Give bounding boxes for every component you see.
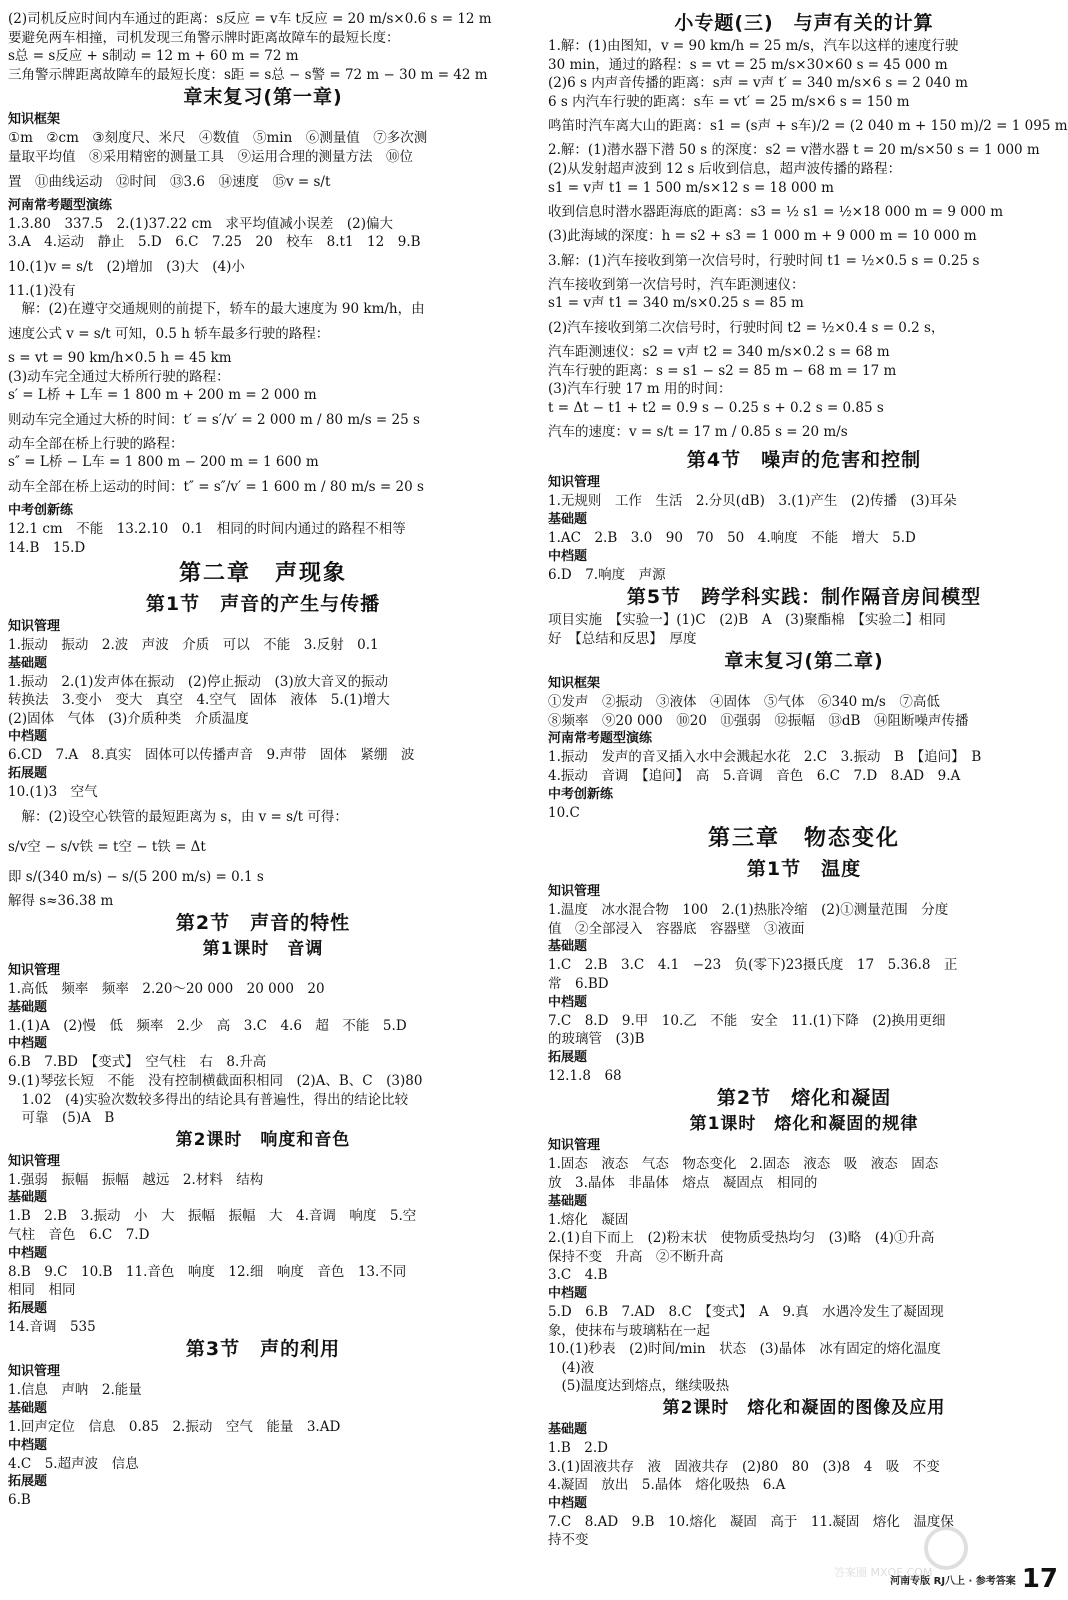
answer-line: 1.温度 冰水混合物 100 2.(1)热胀冷缩 (2)①测量范围 分度 [548, 902, 949, 919]
answer-line: 解：(2)设空心铁管的最短距离为 s，由 v = s/t 可得： [8, 808, 348, 825]
answer-line: 象，使抹布与玻璃粘在一起 [548, 1322, 710, 1339]
page-footer [890, 1566, 1058, 1592]
section-label: 知识管理 [8, 1364, 61, 1380]
answer-line: 4.振动 音调 【追问】 高 5.音调 音色 6.C 7.D 8.AD 9.A [548, 768, 961, 785]
answer-line: 值 ②全部浸入 容器底 容器壁 ③液面 [548, 920, 805, 937]
answer-line: 7.C 8.AD 9.B 10.熔化 凝固 高于 11.凝固 熔化 温度保 [548, 1513, 954, 1530]
answer-line: 相同 相同 [8, 1282, 76, 1299]
answer-line: 1.AC 2.B 3.0 90 70 50 4.响度 不能 增大 5.D [548, 529, 916, 546]
section-title: 第3节 声的利用 [185, 1338, 341, 1361]
section-label: 基础题 [548, 939, 588, 955]
answer-line: 三角警示牌距离故障车的最短长度：s距 = s总 − s警 = 72 m − 30 m = 42 m [8, 66, 488, 83]
answer-line: 汽车接收到第一次信号时，汽车距测速仪： [548, 276, 805, 293]
answer-line: 1.02 (4)实验次数较多得出的结论具有普遍性，得出的结论比较 [8, 1091, 409, 1108]
answer-line: s总 = s反应 + s制动 = 12 m + 60 m = 72 m [8, 48, 299, 65]
answer-line: 转换法 3.变小 变大 真空 4.空气 固体 液体 5.(1)增大 [8, 692, 390, 709]
answer-line: 项目实施 【实验一】(1)C (2)B A (3)聚酯棉 【实验二】相同 [548, 612, 946, 629]
section-title: 章末复习(第二章) [724, 650, 884, 673]
section-label: 拓展题 [8, 1300, 48, 1316]
page-number: 17 [1021, 1564, 1058, 1594]
answer-line: 3.(1)固液共存 液 固液共存 (2)80 80 (3)8 4 吸 不变 [548, 1458, 940, 1475]
section-label: 知识管理 [8, 1153, 61, 1169]
answer-line: 1.熔化 凝固 [548, 1211, 629, 1228]
section-label: 中考创新练 [548, 786, 614, 802]
answer-line: (2)6 s 内声音传播的距离：s声 = v声 t′ = 340 m/s×6 s = 2 040 m [548, 75, 968, 92]
answer-line: 5.D 6.B 7.AD 8.C 【变式】 A 9.真 水遇冷发生了凝固现 [548, 1303, 944, 1320]
section-label: 中档题 [548, 1285, 588, 1301]
answer-line: 14.音调 535 [8, 1318, 96, 1335]
answer-line: 1.B 2.D [548, 1439, 609, 1456]
answer-line: 10.(1)v = s/t (2)增加 (3)大 (4)小 [8, 258, 245, 275]
answer-line: 可靠 (5)A B [8, 1110, 115, 1127]
answer-line: 9.(1)琴弦长短 不能 没有控制横截面积相同 (2)A、B、C (3)80 [8, 1073, 423, 1090]
section-label: 知识框架 [548, 676, 601, 692]
watermark-text: 答案圈 MXQE.COM [834, 1566, 933, 1579]
answer-line: 1.振动 发声的音叉插入水中会溅起水花 2.C 3.振动 B 【追问】 B [548, 749, 982, 766]
section-label: 基础题 [8, 1400, 48, 1416]
answer-line: 汽车的速度：v = s/t = 17 m / 0.85 s = 20 m/s [548, 424, 848, 441]
answer-line: 1.高低 频率 频率 2.20～20 000 20 000 20 [8, 981, 325, 998]
answer-line: 6 s 内汽车行驶的距离：s车 = vt′ = 25 m/s×6 s = 150 m [548, 93, 910, 110]
answer-line: 10.(1)3 空气 [8, 784, 98, 801]
answer-line: 6.B [8, 1492, 31, 1509]
section-label: 基础题 [548, 1421, 588, 1437]
right-column [548, 10, 1068, 1550]
section-label: 基础题 [8, 655, 48, 671]
section-label: 河南常考题型演练 [548, 731, 653, 747]
section-title: 小专题(三) 与声有关的计算 [674, 12, 934, 34]
section-title: 章末复习(第一章) [183, 86, 343, 109]
answer-line: s1 = v声 t1 = 340 m/s×0.25 s = 85 m [548, 295, 804, 312]
answer-line: 14.B 15.D [8, 539, 86, 556]
lesson-title: 第2课时 熔化和凝固的图像及应用 [662, 1397, 946, 1418]
answer-line: t = Δt − t1 + t2 = 0.9 s − 0.25 s + 0.2 s = 0.85 s [548, 399, 884, 416]
answer-line: 6.B 7.BD 【变式】 空气柱 右 8.升高 [8, 1054, 267, 1071]
answer-line: 12.1.8 68 [548, 1067, 622, 1084]
section-label: 知识管理 [8, 619, 61, 635]
section-label: 拓展题 [8, 1474, 48, 1490]
answer-line: 6.D 7.响度 声源 [548, 566, 666, 583]
section-label: 中档题 [8, 729, 48, 745]
answer-line: (2)从发射超声波到 12 s 后收到信息，超声波传播的路程： [548, 160, 902, 177]
answer-line: 量取平均值 ⑧采用精密的测量工具 ⑨运用合理的测量方法 ⑩位 [8, 148, 413, 165]
footer-text: 河南专版 RJ八上 · 参考答案 [890, 1576, 1016, 1588]
answer-line: (4)液 [548, 1359, 595, 1376]
answer-line: 11.(1)没有 [8, 282, 76, 299]
answer-line: 气柱 音色 6.C 7.D [8, 1227, 150, 1243]
section-label: 拓展题 [8, 766, 48, 782]
answer-line: ⑧频率 ⑨20 000 ⑩20 ⑪强弱 ⑫振幅 ⑬dB ⑭阻断噪声传播 [548, 712, 969, 729]
section-title: 第4节 噪声的危害和控制 [686, 449, 922, 472]
section-label: 知识管理 [8, 963, 61, 979]
section-label: 中档题 [548, 994, 588, 1010]
section-label: 知识管理 [548, 884, 601, 900]
answer-line: 3.解：(1)汽车接收到第一次信号时，行驶时间 t1 = ½×0.5 s = 0.25 s [548, 252, 980, 269]
answer-line: (3)动车完全通过大桥所行驶的路程： [8, 368, 230, 385]
answer-line: 常 6.BD [548, 976, 609, 993]
section-label: 基础题 [8, 1190, 48, 1206]
section-label: 知识管理 [548, 475, 601, 491]
answer-line: ①发声 ②振动 ③液体 ④固体 ⑤气体 ⑥340 m/s ⑦高低 [548, 694, 940, 711]
section-label: 中档题 [8, 1036, 48, 1052]
answer-line: (2)固体 气体 (3)介质种类 介质温度 [8, 710, 249, 727]
lesson-title: 第1课时 熔化和凝固的规律 [689, 1114, 919, 1135]
chapter-title: 第二章 声现象 [178, 561, 347, 587]
answer-line: 7.C 8.D 9.甲 10.乙 不能 安全 11.(1)下降 (2)换用更细 [548, 1012, 946, 1029]
answer-line: 2.(1)自下而上 (2)粉末状 使物质受热均匀 (3)略 (4)①升高 [548, 1230, 935, 1247]
answer-line: 则动车完全通过大桥的时间：t′ = s′/v′ = 2 000 m / 80 m/s = 25 s [8, 411, 420, 428]
lesson-title: 第1课时 音调 [202, 939, 324, 960]
answer-line: (3)汽车行驶 17 m 用的时间： [548, 381, 732, 398]
answer-line: 1.强弱 振幅 振幅 越远 2.材料 结构 [8, 1171, 264, 1188]
section-label: 河南常考题型演练 [8, 197, 113, 213]
answer-line: 要避免两车相撞，司机发现三角警示牌时距离故障车的最短长度： [8, 29, 400, 46]
answer-line: 2.解：(1)潜水器下潜 50 s 的深度：s2 = v潜水器 t = 20 m/s×50 s = 1 000 m [548, 142, 1040, 159]
chapter-title: 第三章 物态变化 [707, 826, 900, 852]
answer-line: 动车全部在桥上行驶的路程： [8, 435, 184, 452]
answer-line: (2)汽车接收到第二次信号时，行驶时间 t2 = ½×0.4 s = 0.2 s， [548, 319, 945, 336]
section-title: 第2节 声音的特性 [175, 912, 351, 935]
section-label: 中档题 [8, 1245, 48, 1261]
section-label: 基础题 [548, 511, 588, 527]
answer-line: 4.凝固 放出 5.晶体 熔化吸热 6.A [548, 1477, 786, 1494]
section-title: 第5节 跨学科实践：制作隔音房间模型 [626, 586, 982, 609]
answer-line: 1.(1)A (2)慢 低 频率 2.少 高 3.C 4.6 超 不能 5.D [8, 1017, 407, 1034]
section-label: 知识框架 [8, 112, 61, 128]
answer-line: 解：(2)在遵守交通规则的前提下，轿车的最大速度为 90 km/h，由 [8, 301, 425, 318]
section-title: 第1节 温度 [746, 858, 862, 881]
answer-line: 1.回声定位 信息 0.85 2.振动 空气 能量 3.AD [8, 1418, 341, 1435]
answer-line: 汽车行驶的距离：s = s1 − s2 = 85 m − 68 m = 17 m [548, 362, 897, 379]
lesson-title: 第2课时 响度和音色 [175, 1129, 351, 1150]
section-label: 中档题 [548, 1495, 588, 1511]
answer-line: 1.3.80 337.5 2.(1)37.22 cm 求平均值减小误差 (2)偏大 [8, 215, 394, 232]
answer-line: 保持不变 升高 ②不断升高 [548, 1248, 724, 1265]
section-label: 中档题 [548, 548, 588, 564]
section-label: 基础题 [548, 1193, 588, 1209]
answer-line: 好 【总结和反思】 厚度 [548, 630, 697, 647]
answer-line: 3.A 4.运动 静止 5.D 6.C 7.25 20 校车 8.t1 12 9.B [8, 234, 421, 251]
left-column [8, 10, 518, 1510]
answer-line: 30 min，通过的路程：s = vt = 25 m/s×30×60 s = 45 000 m [548, 56, 948, 73]
answer-line: 收到信息时潜水器距海底的距离：s3 = ½ s1 = ½×18 000 m = 9 000 m [548, 204, 1004, 221]
answer-line: 10.C [548, 804, 580, 821]
section-label: 中档题 [8, 1437, 48, 1453]
answer-line: 的玻璃管 (3)B [548, 1031, 645, 1048]
answer-line: s = vt = 90 km/h×0.5 h = 45 km [8, 349, 232, 366]
answer-line: (5)温度达到熔点，继续吸热 [548, 1378, 730, 1395]
answer-line: ①m ②cm ③刻度尺、米尺 ④数值 ⑤min ⑥测量值 ⑦多次测 [8, 130, 428, 147]
section-title: 第1节 声音的产生与传播 [145, 593, 381, 616]
answer-line: 1.B 2.B 3.振动 小 大 振幅 振幅 大 4.音调 响度 5.空 [8, 1208, 417, 1225]
answer-line: 4.C 5.超声波 信息 [8, 1455, 139, 1472]
section-label: 知识管理 [548, 1138, 601, 1154]
answer-line: 8.B 9.C 10.B 11.音色 响度 12.细 响度 音色 13.不同 [8, 1263, 407, 1280]
answer-line: 1.振动 2.(1)发声体在振动 (2)停止振动 (3)放大音叉的振动 [8, 673, 389, 690]
answer-line: 解得 s≈36.38 m [8, 892, 114, 909]
section-label: 中考创新练 [8, 502, 74, 518]
answer-line: 10.(1)秒表 (2)时间/min 状态 (3)晶体 冰有固定的熔化温度 [548, 1341, 941, 1358]
answer-line: 12.1 cm 不能 13.2.10 0.1 相同的时间内通过的路程不相等 [8, 520, 406, 537]
answer-line: 1.振动 振动 2.波 声波 介质 可以 不能 3.反射 0.1 [8, 637, 379, 654]
section-label: 拓展题 [548, 1049, 588, 1065]
answer-line: s′ = L桥 + L车 = 1 800 m + 200 m = 2 000 m [8, 387, 317, 404]
answer-line: 持不变 [548, 1532, 589, 1549]
section-title: 第2节 熔化和凝固 [716, 1087, 892, 1110]
answer-line: s1 = v声 t1 = 1 500 m/s×12 s = 18 000 m [548, 179, 834, 196]
answer-line: 置 ⑪曲线运动 ⑫时间 ⑬3.6 ⑭速度 ⑮v = s/t [8, 173, 331, 190]
answer-line: 1.C 2.B 3.C 4.1 −23 负(零下)23摄氏度 17 5.36.8 正 [548, 957, 958, 974]
answer-line: 鸣笛时汽车离大山的距离：s1 = (s声 + s车)/2 = (2 040 m + 150 m)/2 = 1 095 m [548, 118, 1068, 135]
answer-line: s″ = L桥 − L车 = 1 800 m − 200 m = 1 600 m [8, 454, 319, 471]
answer-line: 动车全部在桥上运动的时间：t″ = s″/v′ = 1 600 m / 80 m/s = 20 s [8, 478, 424, 495]
answer-line: (3)此海域的深度：h = s2 + s3 = 1 000 m + 9 000 m = 10 000 m [548, 228, 977, 245]
answer-line: 6.CD 7.A 8.真实 固体可以传播声音 9.声带 固体 紧绷 波 [8, 747, 415, 764]
section-label: 基础题 [8, 999, 48, 1015]
answer-line: 放 3.晶体 非晶体 熔点 凝固点 相同的 [548, 1175, 818, 1191]
answer-line: (2)司机反应时间内车通过的距离：s反应 = v车 t反应 = 20 m/s×0.6 s = 12 m [8, 11, 492, 27]
answer-line: 3.C 4.B [548, 1267, 608, 1284]
answer-line: 1.解：(1)由图知，v = 90 km/h = 25 m/s，汽车以这样的速度行驶 [548, 38, 959, 54]
answer-line: s/v空 − s/v铁 = t空 − t铁 = Δt [8, 838, 206, 855]
answer-line: 速度公式 v = s/t 可知，0.5 h 轿车最多行驶的路程： [8, 325, 330, 342]
answer-line: 1.信息 声呐 2.能量 [8, 1382, 142, 1399]
answer-line: 1.固态 液态 气态 物态变化 2.固态 液态 吸 液态 固态 [548, 1156, 939, 1173]
answer-line: 1.无规则 工作 生活 2.分贝(dB) 3.(1)产生 (2)传播 (3)耳朵 [548, 493, 957, 510]
answer-line: 汽车距测速仪：s2 = v声 t2 = 340 m/s×0.2 s = 68 m [548, 343, 890, 360]
answer-line: 即 s/(340 m/s) − s/(5 200 m/s) = 0.1 s [8, 868, 264, 885]
